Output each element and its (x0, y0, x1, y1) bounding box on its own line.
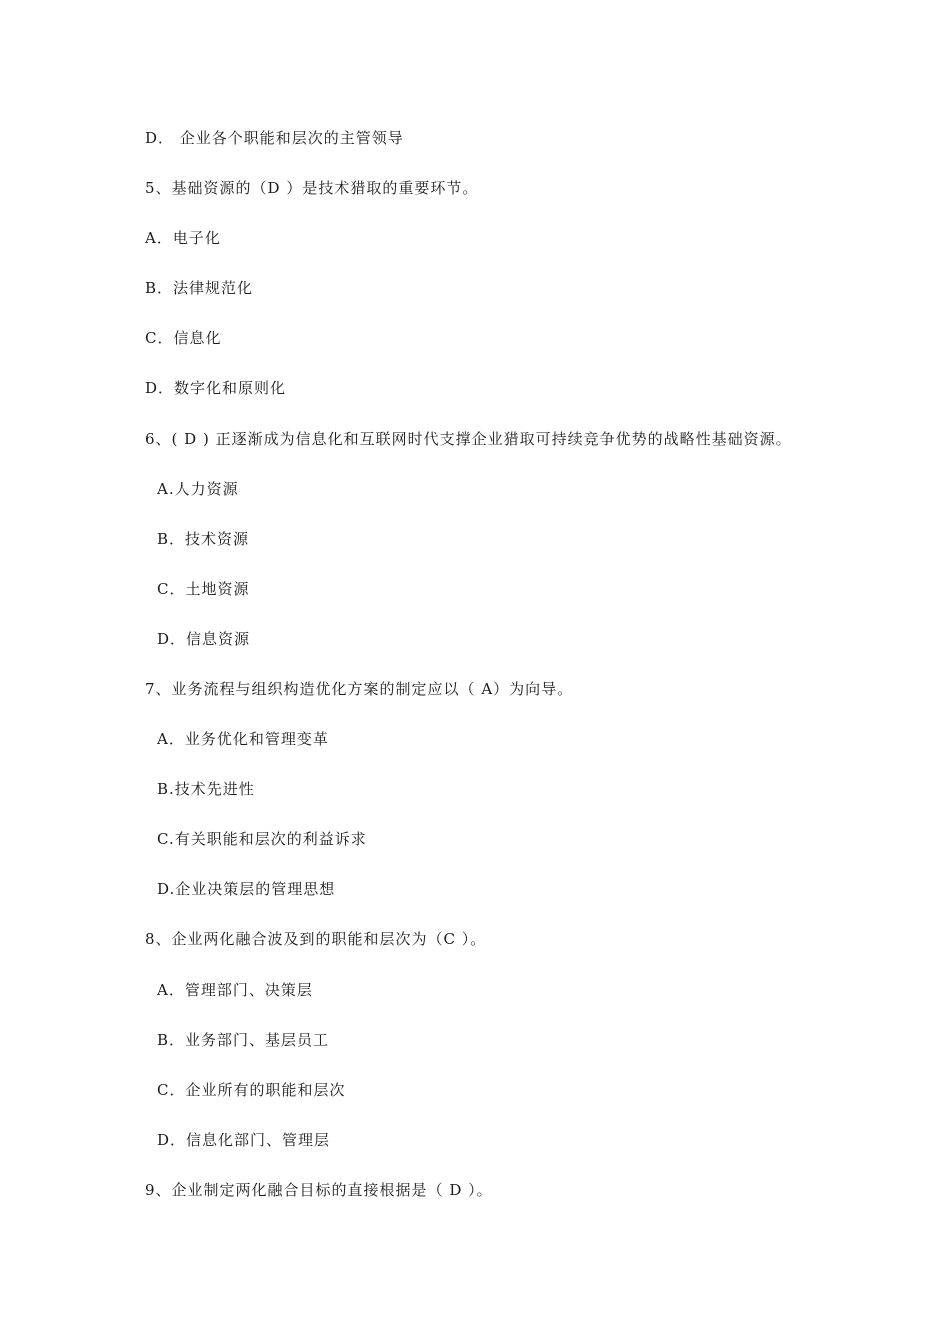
option-c-q8: C．企业所有的职能和层次 (157, 1081, 346, 1099)
option-c-q6: C．土地资源 (157, 580, 250, 598)
option-c-q7: C.有关职能和层次的利益诉求 (157, 830, 367, 848)
option-d-q4: D． 企业各个职能和层次的主管领导 (145, 129, 404, 147)
option-b-q8: B．业务部门、基层员工 (157, 1031, 330, 1049)
question-7: 7、业务流程与组织构造优化方案的制定应以（ A）为向导。 (145, 680, 574, 698)
question-9: 9、企业制定两化融合目标的直接根据是（ D ）。 (145, 1181, 493, 1199)
option-d-q7: D.企业决策层的管理思想 (157, 880, 336, 898)
option-d-q8: D．信息化部门、管理层 (157, 1131, 331, 1149)
question-5: 5、基础资源的（D ）是技术猎取的重要环节。 (145, 179, 479, 197)
option-b-q5: B．法律规范化 (145, 279, 254, 297)
option-c-q5: C．信息化 (145, 329, 222, 347)
option-a-q6: A.人力资源 (157, 480, 239, 498)
option-b-q6: B．技术资源 (157, 530, 250, 548)
option-d-q5: D．数字化和原则化 (145, 379, 287, 397)
option-b-q7: B.技术先进性 (157, 780, 255, 798)
question-6: 6、( D ) 正逐渐成为信息化和互联网时代支撑企业猎取可持续竞争优势的战略性基础资源。 (145, 430, 792, 448)
option-a-q7: A．业务优化和管理变革 (157, 730, 329, 748)
option-a-q8: A．管理部门、决策层 (157, 981, 313, 999)
option-d-q6: D．信息资源 (157, 630, 251, 648)
option-a-q5: A．电子化 (145, 229, 221, 247)
question-8: 8、企业两化融合波及到的职能和层次为（C ）。 (145, 930, 487, 948)
